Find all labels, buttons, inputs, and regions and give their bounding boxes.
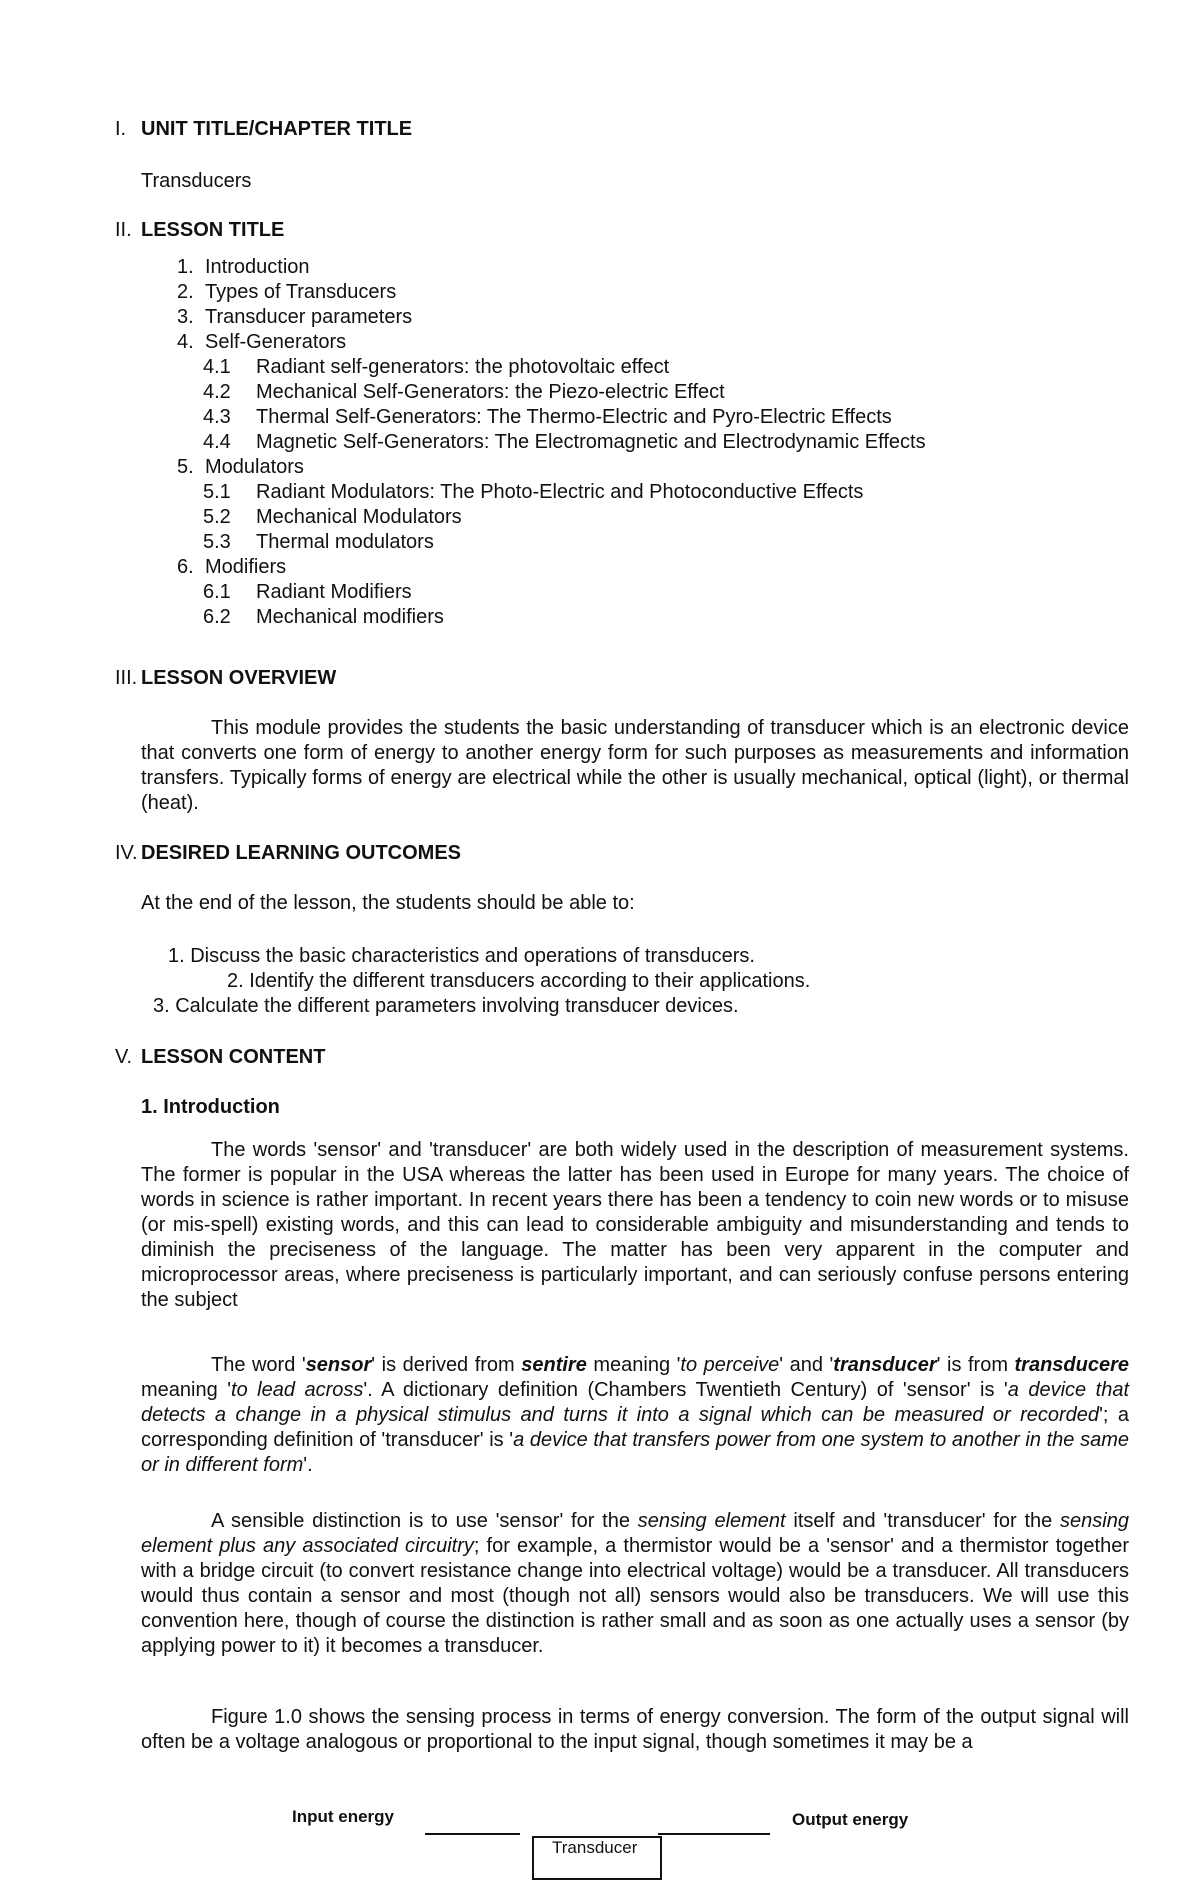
outcome-item: 3. Calculate the different parameters involving transducer devices. — [153, 995, 739, 1017]
text-run: ' is derived from — [371, 1354, 522, 1376]
text-run: '. — [303, 1454, 313, 1476]
list-item-number: 4.1 — [203, 356, 231, 378]
text-run: ' and ' — [779, 1354, 834, 1376]
list-item-number: 5.3 — [203, 531, 231, 553]
list-item-number: 4.4 — [203, 431, 231, 453]
section-3-number: III. — [115, 667, 138, 689]
input-energy-label: Input energy — [292, 1807, 395, 1826]
text-run: ' is from — [936, 1354, 1015, 1376]
intro-paragraph-4 — [141, 1705, 1129, 1755]
outcome-item: 2. Identify the different transducers according to their applications. — [227, 970, 811, 992]
unit-title-value: Transducers — [141, 170, 252, 192]
section-1-number: I. — [115, 118, 127, 140]
section-5-title: LESSON CONTENT — [141, 1046, 326, 1068]
text-run: A sensible distinction is to use 'sensor' for the — [211, 1510, 638, 1532]
transducer-box-label: Transducer — [552, 1838, 638, 1857]
overview-paragraph — [141, 716, 1129, 816]
text-run: The word ' — [211, 1354, 306, 1376]
overview-text: This module provides the students the basic understanding of transducer which is an electronic device that converts one form of energy to another energy form for such purposes as measurements and information transfers. Typically forms of energy are electrical while the other is usually mechanical, optical (light), or thermal (heat). — [141, 717, 1129, 814]
list-item-number: 4.3 — [203, 406, 231, 428]
emphasis-text: sensing element — [637, 1510, 786, 1532]
list-item-text: Radiant self-generators: the photovoltaic effect — [256, 356, 670, 378]
intro-paragraph-1 — [141, 1138, 1129, 1313]
list-item-text: Mechanical Modulators — [256, 506, 462, 528]
paragraph-text: The words 'sensor' and 'transducer' are both widely used in the description of measurement systems. The former is popular in the USA whereas the latter has been used in Europe for many years. The choice of words in science is rather important. In recent years there has been a tendency to coin new words or to misuse (or mis-spell) existing words, and this can lead to considerable ambiguity and misunderstanding and tends to diminish the preciseness of the language. The matter has been very apparent in the computer and microprocessor areas, where preciseness is particularly important, and can seriously confuse persons entering the subject — [141, 1139, 1129, 1311]
intro-paragraph-2 — [141, 1353, 1129, 1478]
text-run: ; for example, a thermistor would be a 'sensor' and a thermistor together with a bridge circuit (to convert resistance change into electrical voltage) would be a transducer. All transducers would thus contain a sensor and most (though not all) sensors would also be transducers. We will use this convention here, though of course the distinction is rather small and as soon as one actually uses a sensor (by applying power to it) it becomes a transducer. — [141, 1535, 1129, 1657]
list-item-number: 5.1 — [203, 481, 231, 503]
list-item-number: 3. — [177, 306, 194, 328]
emphasis-transducer: transducer — [833, 1354, 937, 1376]
list-item-number: 4.2 — [203, 381, 231, 403]
list-item-text: Transducer parameters — [205, 306, 413, 328]
transducer-box — [532, 1836, 662, 1880]
list-item-number: 1. — [177, 256, 194, 278]
introduction-heading: 1. Introduction — [141, 1096, 280, 1118]
text-run: meaning ' — [141, 1379, 232, 1401]
list-item-text: Modulators — [205, 456, 304, 478]
outcomes-intro: At the end of the lesson, the students should be able to: — [141, 892, 635, 914]
list-item-text: Radiant Modulators: The Photo-Electric and Photoconductive Effects — [256, 481, 864, 503]
emphasis-transducere: transducere — [1014, 1354, 1130, 1376]
text-run: '; a corresponding definition of 'transducer' is ' — [141, 1404, 1129, 1451]
emphasis-sensor: sensor — [305, 1354, 372, 1376]
section-4-number: IV. — [115, 842, 138, 864]
transducer-definition: a device that transfers power from one system to another in the same or in different form — [141, 1429, 1129, 1476]
output-energy-label: Output energy — [792, 1810, 909, 1829]
list-item-text: Mechanical modifiers — [256, 606, 444, 628]
text-run: itself and 'transducer' for the — [785, 1510, 1061, 1532]
list-item-number: 5. — [177, 456, 194, 478]
list-item-text: Self-Generators — [205, 331, 347, 353]
list-item-number: 4. — [177, 331, 194, 353]
outcome-item: 1. Discuss the basic characteristics and operations of transducers. — [168, 945, 755, 967]
list-item-text: Magnetic Self-Generators: The Electromagnetic and Electrodynamic Effects — [256, 431, 926, 453]
list-item-number: 2. — [177, 281, 194, 303]
section-3-title: LESSON OVERVIEW — [141, 667, 337, 689]
section-2-title: LESSON TITLE — [141, 219, 285, 241]
paragraph-text: Figure 1.0 shows the sensing process in terms of energy conversion. The form of the output signal will often be a voltage analogous or proportional to the input signal, though sometimes it may be a — [141, 1706, 1129, 1753]
section-1-title: UNIT TITLE/CHAPTER TITLE — [141, 118, 413, 140]
section-5-number: V. — [115, 1046, 133, 1068]
emphasis-sentire: sentire — [521, 1354, 587, 1376]
list-item-text: Mechanical Self-Generators: the Piezo-electric Effect — [256, 381, 725, 403]
list-item-number: 6.1 — [203, 581, 231, 603]
list-item-number: 5.2 — [203, 506, 231, 528]
emphasis-text: sensing element plus any associated circuitry — [141, 1510, 1129, 1557]
figure-arrows — [0, 1830, 1200, 1835]
list-item-text: Modifiers — [205, 556, 287, 578]
intro-paragraph-3 — [141, 1509, 1129, 1659]
list-item-text: Thermal modulators — [256, 531, 434, 553]
list-item-number: 6.2 — [203, 606, 231, 628]
list-item-number: 6. — [177, 556, 194, 578]
list-item-text: Introduction — [205, 256, 310, 278]
emphasis-text: to perceive — [680, 1354, 780, 1376]
list-item-text: Thermal Self-Generators: The Thermo-Electric and Pyro-Electric Effects — [256, 406, 892, 428]
text-run: '. A dictionary definition (Chambers Twentieth Century) of 'sensor' is ' — [363, 1379, 1008, 1401]
section-2-number: II. — [115, 219, 132, 241]
text-run: meaning ' — [586, 1354, 681, 1376]
section-4-title: DESIRED LEARNING OUTCOMES — [141, 842, 462, 864]
list-item-text: Radiant Modifiers — [256, 581, 412, 603]
sensor-definition: a device that detects a change in a physical stimulus and turns it into a signal which can be measured or recorded — [141, 1379, 1129, 1426]
emphasis-text: to lead across — [231, 1379, 364, 1401]
list-item-text: Types of Transducers — [205, 281, 397, 303]
